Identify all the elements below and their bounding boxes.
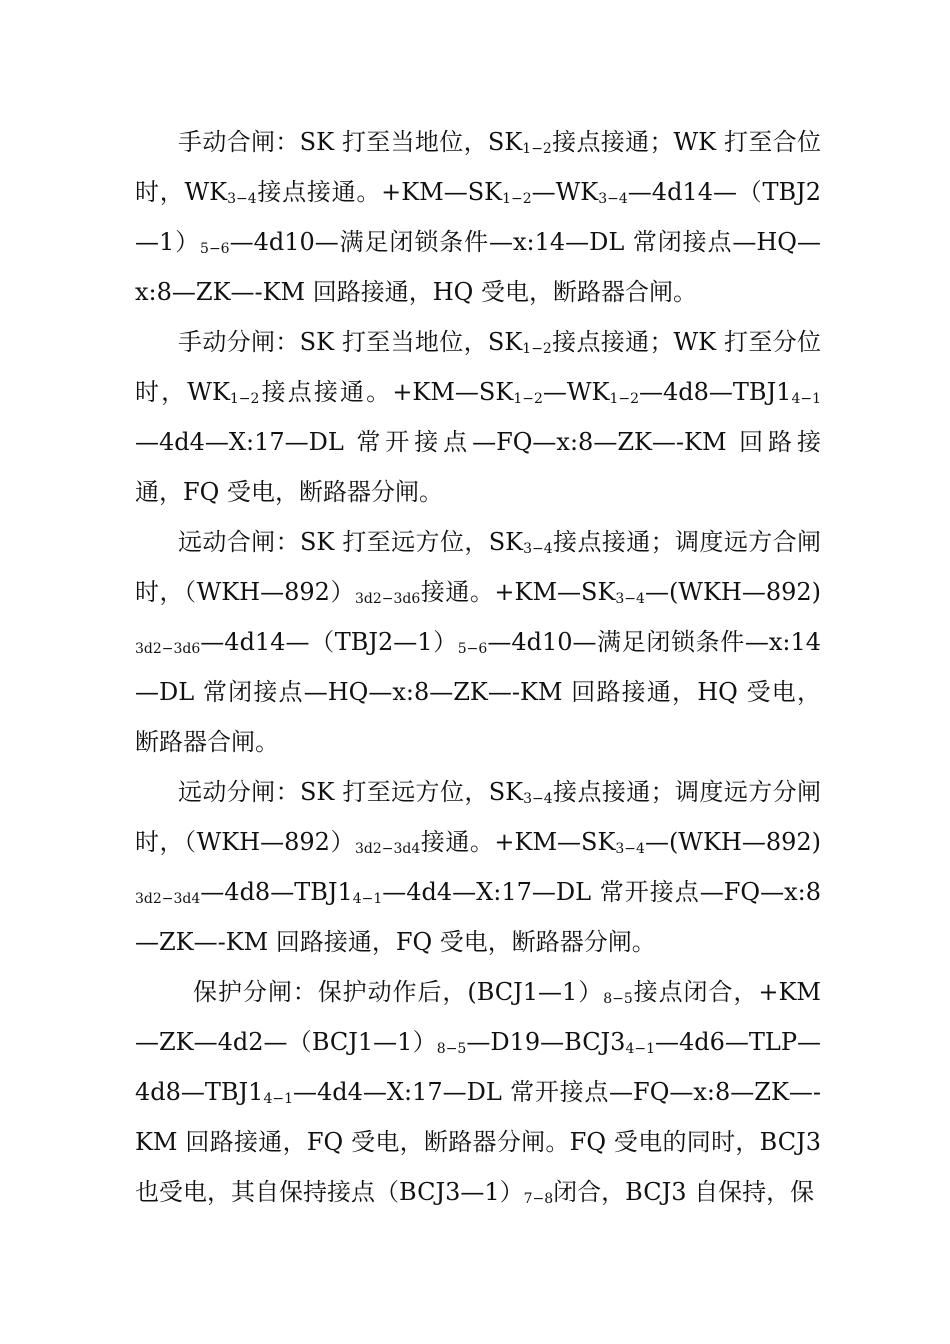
- subscript: 5−6: [457, 641, 488, 657]
- subscript: 4−1: [352, 891, 383, 907]
- paragraph-remote-open: [135, 767, 821, 967]
- subscript: 3d2−3d4: [354, 841, 421, 857]
- paragraph-remote-close: [135, 517, 821, 767]
- subscript: 3−4: [523, 791, 553, 807]
- subscript: 7−8: [523, 1191, 554, 1207]
- text-run: 闭合，BCJ3 自保持，保: [553, 1178, 815, 1206]
- text-run: —4d8—TBJ1: [200, 878, 353, 906]
- subscript: 3d2−3d6: [354, 591, 421, 607]
- text-run: —4d8—TBJ1: [639, 378, 792, 406]
- text-run: —(WKH—892): [644, 828, 821, 856]
- text-run: 接点接通。+KM—SK: [256, 178, 503, 206]
- subscript: 5−6: [200, 241, 230, 257]
- text-run: 手动合闸：SK 打至当地位，SK: [178, 128, 523, 156]
- text-run: —4d14—（TBJ2—1）: [135, 178, 821, 256]
- subscript: 3−4: [615, 841, 645, 857]
- subscript: 1−2: [513, 391, 543, 407]
- text-run: 接点接通；调度远方合闸时，（WKH—892）: [135, 528, 821, 606]
- text-run: 接点接通；WK 打至分位时，WK: [135, 328, 821, 406]
- text-run: 手动分闸：SK 打至当地位，SK: [178, 328, 523, 356]
- text-run: 接点接通；调度远方分闸时，（WKH—892）: [135, 778, 821, 856]
- subscript: 4−1: [263, 1091, 293, 1107]
- subscript: 8−5: [436, 1041, 467, 1057]
- text-run: 接通。+KM—SK: [420, 578, 616, 606]
- document-body: [135, 117, 821, 1217]
- text-run: —4d6—TLP—4d8—TBJ1: [135, 1028, 821, 1106]
- text-run: 远动分闸：SK 打至远方位，SK: [178, 778, 524, 806]
- text-run: —4d14—（TBJ2—1）: [200, 628, 458, 656]
- subscript: 3d2−3d4: [135, 891, 201, 907]
- text-run: 接点接通；WK 打至合位时，WK: [135, 128, 821, 206]
- subscript: 4−1: [625, 1041, 655, 1057]
- text-run: —4d4—X:17—DL 常开接点—FQ—x:8—ZK—-KM 回路接通，FQ 受电，断路器分闸。: [135, 428, 821, 506]
- subscript: 3−4: [523, 541, 553, 557]
- text-run: —WK: [531, 178, 599, 206]
- text-run: 接点闭合，+KM—ZK—4d2—（BCJ1—1）: [135, 978, 821, 1056]
- text-run: —4d10—满足闭锁条件—x:14—DL 常闭接点—HQ—x:8—ZK—-KM 回路接通，HQ 受电，断路器合闸。: [135, 228, 821, 306]
- subscript: 1−2: [502, 191, 532, 207]
- subscript: 1−2: [609, 391, 640, 407]
- text-run: —4d4—X:17—DL 常开接点—FQ—x:8—ZK—-KM 回路接通，FQ 受电，断路器分闸。: [135, 878, 821, 956]
- subscript: 3d2−3d6: [135, 641, 201, 657]
- subscript: 8−5: [603, 991, 633, 1007]
- text-run: —4d10—满足闭锁条件—x:14—DL 常闭接点—HQ—x:8—ZK—-KM 回路接通，HQ 受电，断路器合闸。: [135, 628, 821, 756]
- subscript: 3−4: [598, 191, 628, 207]
- subscript: 3−4: [227, 191, 257, 207]
- subscript: 3−4: [615, 591, 645, 607]
- paragraph-protection-open: [135, 967, 821, 1217]
- subscript: 1−2: [229, 391, 260, 407]
- text-run: 远动合闸：SK 打至远方位，SK: [178, 528, 524, 556]
- subscript: 1−2: [522, 341, 552, 357]
- subscript: 1−2: [522, 141, 552, 157]
- text-run: —D19—BCJ3: [466, 1028, 626, 1056]
- text-run: —4d4—X:17—DL 常开接点—FQ—x:8—ZK—-KM 回路接通，FQ 受电，断路器分闸。FQ 受电的同时，BCJ3 也受电，其自保持接点（BCJ3—1）: [135, 1078, 821, 1206]
- subscript: 4−1: [791, 391, 821, 407]
- text-run: 接点接通。+KM—SK: [259, 378, 514, 406]
- text-run: —WK: [542, 378, 610, 406]
- text-run: 接通。+KM—SK: [420, 828, 616, 856]
- paragraph-manual-close: [135, 117, 821, 317]
- text-run: 保护分闸：保护动作后，(BCJ1—1）: [193, 978, 604, 1006]
- paragraph-manual-open: [135, 317, 821, 517]
- text-run: —(WKH—892): [644, 578, 821, 606]
